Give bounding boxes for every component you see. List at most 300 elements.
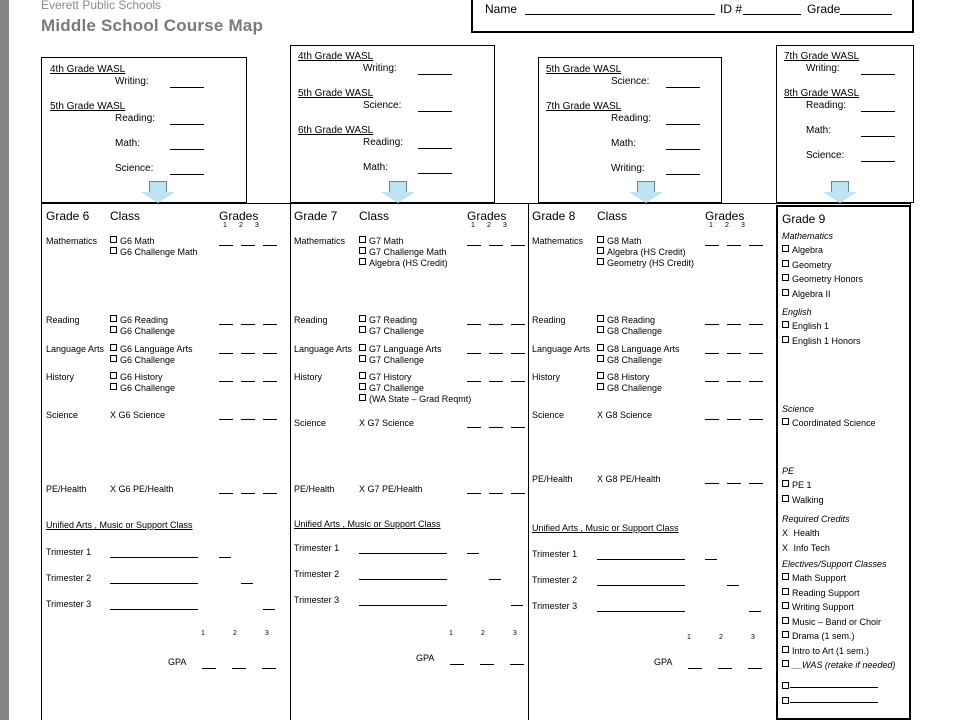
grade-field[interactable] — [263, 353, 277, 354]
grade-field[interactable] — [749, 324, 763, 325]
class-name: G6 Reading — [120, 315, 169, 325]
subject-label: Science — [294, 418, 327, 428]
grade-field[interactable] — [749, 419, 763, 420]
checkbox[interactable] — [782, 480, 789, 487]
wasl-score-field[interactable] — [861, 161, 895, 162]
trimester-label: Trimester 1 — [294, 543, 340, 553]
write-in-course-field[interactable] — [790, 687, 878, 688]
subject-label: PE/Health — [46, 484, 87, 494]
grade-field[interactable] — [263, 381, 277, 382]
grade-field[interactable] — [705, 483, 719, 484]
wasl-score-field[interactable] — [170, 124, 204, 125]
required-mark: X — [110, 484, 119, 494]
class-option[interactable] — [110, 344, 193, 354]
subject-label: PE/Health — [294, 484, 335, 494]
wasl-test-label: Math: — [115, 138, 141, 149]
checkbox[interactable] — [597, 258, 604, 265]
class-option[interactable] — [110, 315, 168, 325]
grade9-course-option[interactable] — [782, 528, 820, 538]
wasl-group-title: 5th Grade WASL — [546, 64, 622, 75]
checkbox[interactable] — [782, 682, 789, 689]
subject-label: Reading — [532, 315, 566, 325]
subject-label: Language Arts — [294, 344, 353, 354]
divider — [528, 203, 529, 720]
trimester-grade-field[interactable] — [511, 605, 523, 606]
checkbox[interactable] — [782, 274, 789, 281]
grade-field[interactable] — [727, 245, 741, 246]
class-option[interactable] — [110, 383, 175, 393]
checkbox[interactable] — [359, 394, 366, 401]
grade-field[interactable] — [241, 381, 255, 382]
unified-arts-heading: Unified Arts , Music or Support Class — [294, 519, 441, 529]
class-name: G7 Challenge Math — [369, 247, 447, 257]
checkbox[interactable] — [782, 646, 789, 653]
grade9-course-option[interactable] — [782, 321, 829, 331]
grade9-course-option[interactable] — [782, 289, 831, 299]
gpa-field[interactable] — [718, 668, 732, 669]
checkbox[interactable] — [782, 573, 789, 580]
required-mark: X — [110, 410, 119, 420]
grade-field[interactable] — [219, 324, 233, 325]
semester-number: 2 — [233, 630, 237, 637]
wasl-score-field[interactable] — [666, 149, 700, 150]
subject-label: Language Arts — [532, 344, 591, 354]
checkbox[interactable] — [110, 355, 117, 362]
wasl-test-label: Science: — [611, 76, 650, 87]
course-name: Geometry — [792, 259, 832, 270]
class-option[interactable] — [359, 418, 414, 428]
checkbox[interactable] — [782, 631, 789, 638]
grade-field[interactable] — [241, 493, 255, 494]
grade-field[interactable] — [511, 245, 525, 246]
grade9-course-option[interactable] — [782, 588, 860, 598]
unified-arts-heading: Unified Arts , Music or Support Class — [532, 523, 679, 533]
checkbox[interactable] — [782, 602, 789, 609]
checkbox[interactable] — [782, 336, 789, 343]
grade-field[interactable] — [705, 419, 719, 420]
class-option[interactable] — [597, 247, 686, 257]
grade-field[interactable] — [511, 381, 525, 382]
class-name: Algebra (HS Credit) — [607, 247, 686, 257]
required-mark: X — [359, 484, 368, 494]
grade-field[interactable] — [489, 381, 503, 382]
gpa-field[interactable] — [232, 668, 246, 669]
class-name: G6 PE/Health — [118, 484, 174, 494]
wasl-score-field[interactable] — [861, 136, 895, 137]
class-option[interactable] — [359, 394, 471, 404]
checkbox[interactable] — [782, 289, 789, 296]
wasl-score-field[interactable] — [861, 74, 895, 75]
wasl-test-label: Science: — [363, 100, 402, 111]
grade9-course-option[interactable] — [782, 631, 855, 641]
trimester-class-field[interactable] — [597, 585, 685, 586]
semester-number: 2 — [481, 630, 485, 637]
wasl-score-field[interactable] — [170, 87, 204, 88]
grade-field[interactable] — [263, 419, 277, 420]
grade9-course-option[interactable] — [782, 245, 823, 255]
subject-label: Reading — [294, 315, 328, 325]
checkbox[interactable] — [597, 315, 604, 322]
gpa-field[interactable] — [202, 668, 216, 669]
checkbox[interactable] — [597, 383, 604, 390]
wasl-score-field[interactable] — [418, 74, 452, 75]
trimester-label: Trimester 3 — [294, 595, 340, 605]
grade-field[interactable] — [705, 353, 719, 354]
semester-number: 2 — [719, 634, 723, 641]
class-column-header: Class — [110, 209, 141, 223]
checkbox[interactable] — [110, 315, 117, 322]
checkbox[interactable] — [359, 247, 366, 254]
wasl-test-label: Writing: — [363, 63, 397, 74]
class-option[interactable] — [110, 410, 165, 420]
class-column-header: Class — [597, 209, 628, 223]
class-name: G8 Reading — [607, 315, 656, 325]
wasl-test-label: Science: — [806, 150, 845, 161]
checkbox[interactable] — [110, 383, 117, 390]
checkbox[interactable] — [359, 383, 366, 390]
checkbox[interactable] — [597, 372, 604, 379]
class-option[interactable] — [110, 372, 163, 382]
class-option[interactable] — [597, 410, 652, 420]
grade9-course-option[interactable] — [782, 336, 861, 346]
class-option[interactable] — [597, 372, 650, 382]
wasl-score-field[interactable] — [666, 124, 700, 125]
grade9-course-option[interactable] — [782, 646, 869, 656]
grade9-course-option[interactable] — [782, 617, 881, 627]
subject-label: Reading — [46, 315, 80, 325]
grade-field[interactable] — [467, 427, 481, 428]
grade9-course-option[interactable] — [782, 480, 812, 490]
grade-field[interactable] — [219, 493, 233, 494]
class-name: (WA State – Grad Reqmt) — [369, 394, 472, 404]
class-option[interactable] — [110, 484, 174, 494]
grade9-course-option[interactable] — [782, 543, 830, 553]
gpa-field[interactable] — [262, 668, 276, 669]
class-name: G7 Challenge — [369, 326, 425, 336]
class-option[interactable] — [597, 258, 694, 268]
checkbox[interactable] — [359, 372, 366, 379]
checkbox[interactable] — [782, 697, 789, 704]
grade-field[interactable] — [219, 245, 233, 246]
checkbox[interactable] — [359, 315, 366, 322]
grade-field[interactable] — [727, 324, 741, 325]
id-label: ID # — [720, 2, 743, 16]
trimester-class-field[interactable] — [359, 605, 447, 606]
class-option[interactable] — [597, 383, 662, 393]
grade-field[interactable] — [219, 419, 233, 420]
grade-field[interactable] — [489, 245, 503, 246]
grade-field[interactable] — [241, 419, 255, 420]
gpa-field[interactable] — [688, 668, 702, 669]
class-name: G7 Math — [369, 236, 404, 246]
checkbox[interactable] — [597, 247, 604, 254]
grade-field[interactable] — [511, 324, 525, 325]
grade-field[interactable] — [727, 381, 741, 382]
wasl-test-label: Reading: — [363, 137, 404, 148]
class-option[interactable] — [359, 326, 424, 336]
grade-field[interactable] — [467, 245, 481, 246]
class-option[interactable] — [597, 236, 642, 246]
grade-field[interactable] — [219, 381, 233, 382]
grade-field[interactable] — [263, 324, 277, 325]
grade-field[interactable] — [467, 324, 481, 325]
class-name: G6 Challenge — [120, 355, 176, 365]
subject-label: Mathematics — [532, 236, 584, 246]
course-name: Algebra — [792, 245, 824, 255]
trimester-label: Trimester 3 — [46, 599, 92, 609]
grade-field[interactable] — [263, 245, 277, 246]
class-name: G6 Challenge Math — [120, 247, 198, 257]
course-name: Writing Support — [792, 602, 854, 612]
wasl-score-field[interactable] — [170, 174, 204, 175]
class-option[interactable] — [597, 315, 655, 325]
grade-field[interactable] — [705, 245, 719, 246]
checkbox[interactable] — [359, 344, 366, 351]
checkbox[interactable] — [359, 326, 366, 333]
grade-field[interactable] — [489, 493, 503, 494]
class-option[interactable] — [359, 258, 448, 268]
semester-number: 2 — [725, 222, 729, 229]
grade-field[interactable] — [749, 245, 763, 246]
grades-column-header: Grades — [705, 209, 745, 223]
subject-label: Mathematics — [294, 236, 346, 246]
subject-label: History — [532, 372, 561, 382]
class-option[interactable] — [597, 326, 662, 336]
grade9-course-option[interactable] — [782, 602, 854, 612]
id-field[interactable] — [743, 14, 801, 15]
checkbox[interactable] — [110, 247, 117, 254]
class-option[interactable] — [359, 383, 424, 393]
grade-field[interactable] — [705, 324, 719, 325]
grade-field[interactable] — [467, 353, 481, 354]
trimester-grade-field[interactable] — [749, 611, 761, 612]
trimester-class-field[interactable] — [110, 557, 198, 558]
class-option[interactable] — [110, 326, 175, 336]
wasl-group-title: 4th Grade WASL — [50, 64, 126, 75]
wasl-score-field[interactable] — [861, 111, 895, 112]
wasl-group-title: 6th Grade WASL — [298, 125, 374, 136]
course-name: Music – Band or Choir — [792, 616, 882, 627]
checkbox[interactable] — [782, 495, 789, 502]
wasl-score-field[interactable] — [418, 111, 452, 112]
grade-field[interactable] — [727, 419, 741, 420]
write-in-course-field[interactable] — [790, 702, 878, 703]
subject-label: Science — [46, 410, 79, 420]
class-name: G6 History — [120, 372, 163, 382]
class-option[interactable] — [359, 484, 423, 494]
wasl-score-field[interactable] — [418, 148, 452, 149]
checkbox[interactable] — [597, 355, 604, 362]
class-option[interactable] — [359, 344, 442, 354]
checkbox[interactable] — [782, 321, 789, 328]
grade-field[interactable] — [840, 14, 892, 15]
gpa-field[interactable] — [748, 668, 762, 669]
page-title: Middle School Course Map — [41, 16, 264, 35]
unified-arts-heading: Unified Arts , Music or Support Class — [46, 520, 193, 530]
wasl-test-label: Reading: — [806, 100, 847, 111]
wasl-box-grade9 — [776, 45, 914, 203]
grade-field[interactable] — [511, 353, 525, 354]
course-name: Geometry Honors — [792, 274, 864, 284]
grade-field[interactable] — [489, 427, 503, 428]
class-name: G8 Science — [605, 410, 653, 420]
wasl-test-label: Writing: — [115, 76, 149, 87]
class-name: Geometry (HS Credit) — [607, 258, 695, 268]
class-option[interactable] — [359, 355, 424, 365]
checkbox[interactable] — [359, 258, 366, 265]
required-mark: X — [597, 474, 606, 484]
class-option[interactable] — [359, 372, 412, 382]
class-name: G6 Language Arts — [120, 344, 193, 354]
trimester-grade-field[interactable] — [467, 553, 479, 554]
wasl-test-label: Math: — [363, 162, 389, 173]
trimester-grade-field[interactable] — [263, 609, 275, 610]
class-option[interactable] — [597, 474, 661, 484]
name-field[interactable] — [525, 14, 715, 15]
trimester-label: Trimester 3 — [532, 601, 578, 611]
course-name: Intro to Art (1 sem.) — [792, 645, 870, 656]
grade-field[interactable] — [263, 493, 277, 494]
course-name: English 1 Honors — [792, 335, 861, 346]
wasl-score-field[interactable] — [666, 87, 700, 88]
grade9-course-option[interactable] — [782, 495, 824, 505]
grade9-course-option[interactable] — [782, 418, 876, 428]
checkbox[interactable] — [597, 236, 604, 243]
wasl-test-label: Writing: — [806, 63, 840, 74]
checkbox[interactable] — [782, 418, 789, 425]
class-name: G8 PE/Health — [605, 474, 661, 484]
course-name: __WAS (retake if needed) — [792, 660, 896, 670]
grade-field[interactable] — [467, 493, 481, 494]
grade-field[interactable] — [241, 324, 255, 325]
trimester-grade-field[interactable] — [727, 585, 739, 586]
grade9-course-option[interactable] — [782, 573, 846, 583]
class-name: G7 Science — [367, 418, 415, 428]
checkbox[interactable] — [782, 617, 789, 624]
grade9-course-option[interactable] — [782, 260, 832, 270]
checkbox[interactable] — [782, 660, 789, 667]
class-option[interactable] — [359, 315, 417, 325]
course-name: Algebra II — [792, 288, 831, 299]
checkbox[interactable] — [782, 245, 789, 252]
course-name: Coordinated Science — [792, 418, 876, 428]
grade-field[interactable] — [749, 353, 763, 354]
name-label: Name — [485, 2, 518, 16]
class-option[interactable] — [110, 236, 155, 246]
wasl-group-title: 7th Grade WASL — [784, 51, 860, 62]
checkbox[interactable] — [110, 372, 117, 379]
subject-label: Language Arts — [46, 344, 105, 354]
class-option[interactable] — [110, 355, 175, 365]
checkbox[interactable] — [597, 326, 604, 333]
class-option[interactable] — [359, 236, 404, 246]
grade-field[interactable] — [489, 324, 503, 325]
checkbox[interactable] — [110, 326, 117, 333]
course-name: Math Support — [792, 573, 847, 583]
grade-field[interactable] — [489, 353, 503, 354]
grade-field[interactable] — [241, 245, 255, 246]
checkbox[interactable] — [110, 236, 117, 243]
grade-field[interactable] — [727, 353, 741, 354]
class-name: G8 Language Arts — [607, 344, 680, 354]
course-name: Drama (1 sem.) — [792, 631, 855, 641]
wasl-group-title: 7th Grade WASL — [546, 101, 622, 112]
checkbox[interactable] — [110, 344, 117, 351]
semester-number: 3 — [255, 222, 259, 229]
checkbox[interactable] — [782, 260, 789, 267]
down-arrow-icon — [381, 192, 415, 203]
grade-field[interactable] — [749, 381, 763, 382]
class-option[interactable] — [597, 355, 662, 365]
grade-heading: Grade 8 — [532, 209, 576, 223]
semester-number: 2 — [487, 222, 491, 229]
grade9-course-option[interactable] — [782, 274, 863, 284]
checkbox[interactable] — [359, 355, 366, 362]
class-name: G7 Challenge — [369, 355, 425, 365]
course-name: Info Tech — [793, 542, 830, 553]
gpa-field[interactable] — [510, 664, 524, 665]
grade9-course-option[interactable] — [782, 660, 895, 670]
checkbox[interactable] — [782, 588, 789, 595]
grade-field[interactable] — [727, 483, 741, 484]
trimester-class-field[interactable] — [359, 579, 447, 580]
class-option[interactable] — [359, 247, 447, 257]
wasl-test-label: Math: — [806, 125, 832, 136]
trimester-grade-field[interactable] — [219, 557, 231, 558]
grade-field[interactable] — [219, 353, 233, 354]
grade-field[interactable] — [511, 427, 525, 428]
wasl-group-title: 4th Grade WASL — [298, 51, 374, 62]
semester-number: 3 — [513, 630, 517, 637]
grade9-section-heading: English — [782, 307, 812, 317]
grade-field[interactable] — [511, 493, 525, 494]
semester-number: 1 — [223, 222, 227, 229]
grade-field[interactable] — [467, 381, 481, 382]
grade-label: Grade — [807, 2, 841, 16]
trimester-class-field[interactable] — [597, 611, 685, 612]
class-option[interactable] — [110, 247, 198, 257]
gpa-label: GPA — [416, 653, 435, 663]
wasl-score-field[interactable] — [170, 149, 204, 150]
class-name: G8 History — [607, 372, 650, 382]
trimester-grade-field[interactable] — [705, 559, 717, 560]
trimester-class-field[interactable] — [359, 553, 447, 554]
trimester-grade-field[interactable] — [489, 579, 501, 580]
wasl-group-title: 5th Grade WASL — [298, 88, 374, 99]
semester-number: 1 — [471, 222, 475, 229]
checkbox[interactable] — [359, 236, 366, 243]
grade-field[interactable] — [241, 353, 255, 354]
subject-label: Mathematics — [46, 236, 98, 246]
class-option[interactable] — [597, 344, 680, 354]
trimester-class-field[interactable] — [110, 583, 198, 584]
course-name: Health — [793, 528, 820, 538]
trimester-class-field[interactable] — [597, 559, 685, 560]
grade9-section-heading: Electives/Support Classes — [782, 559, 887, 569]
checkbox[interactable] — [597, 344, 604, 351]
gpa-field[interactable] — [450, 664, 464, 665]
gpa-field[interactable] — [480, 664, 494, 665]
required-mark: X — [782, 542, 791, 553]
trimester-grade-field[interactable] — [241, 583, 253, 584]
grade-field[interactable] — [705, 381, 719, 382]
grade-field[interactable] — [749, 483, 763, 484]
wasl-score-field[interactable] — [418, 173, 452, 174]
trimester-class-field[interactable] — [110, 609, 198, 610]
wasl-score-field[interactable] — [666, 174, 700, 175]
grade9-section-heading: Science — [782, 404, 815, 414]
grade9-heading: Grade 9 — [782, 212, 826, 226]
